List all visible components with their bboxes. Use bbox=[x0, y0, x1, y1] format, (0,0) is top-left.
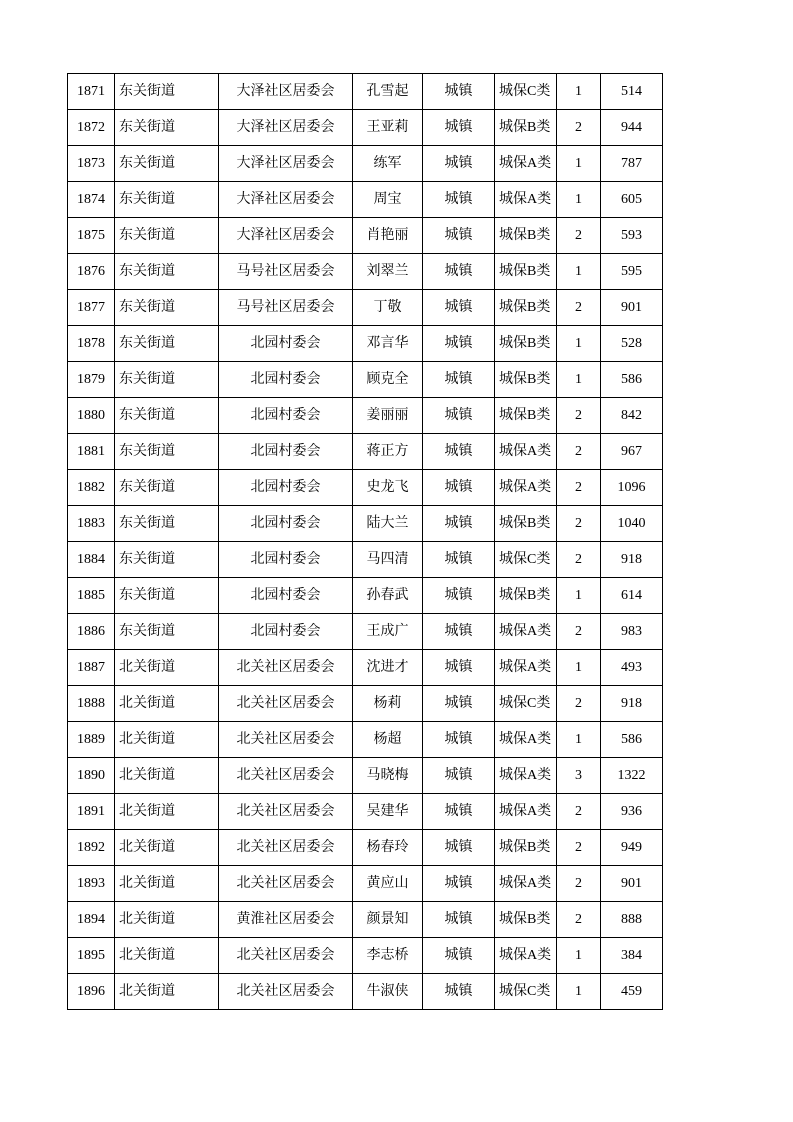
count-cell: 2 bbox=[557, 398, 601, 434]
area-type-cell: 城镇 bbox=[423, 182, 495, 218]
row-number-cell: 1888 bbox=[68, 686, 115, 722]
insurance-category-cell: 城保B类 bbox=[495, 578, 557, 614]
area-type-cell: 城镇 bbox=[423, 686, 495, 722]
area-type-cell: 城镇 bbox=[423, 362, 495, 398]
row-number-cell: 1890 bbox=[68, 758, 115, 794]
insurance-category-cell: 城保B类 bbox=[495, 902, 557, 938]
row-number-cell: 1893 bbox=[68, 866, 115, 902]
table-row bbox=[68, 362, 663, 398]
count-cell: 2 bbox=[557, 830, 601, 866]
name-cell: 杨莉 bbox=[353, 686, 423, 722]
amount-cell: 901 bbox=[601, 866, 663, 902]
count-cell: 2 bbox=[557, 218, 601, 254]
insurance-category-cell: 城保B类 bbox=[495, 110, 557, 146]
row-number-cell: 1887 bbox=[68, 650, 115, 686]
amount-cell: 459 bbox=[601, 974, 663, 1010]
insurance-category-cell: 城保A类 bbox=[495, 146, 557, 182]
amount-cell: 918 bbox=[601, 686, 663, 722]
insurance-category-cell: 城保B类 bbox=[495, 830, 557, 866]
table-row bbox=[68, 146, 663, 182]
street-cell: 北关街道 bbox=[115, 830, 219, 866]
street-cell: 北关街道 bbox=[115, 722, 219, 758]
street-cell: 东关街道 bbox=[115, 614, 219, 650]
street-cell: 东关街道 bbox=[115, 470, 219, 506]
area-type-cell: 城镇 bbox=[423, 830, 495, 866]
insurance-category-cell: 城保B类 bbox=[495, 290, 557, 326]
insurance-category-cell: 城保A类 bbox=[495, 722, 557, 758]
insurance-category-cell: 城保C类 bbox=[495, 542, 557, 578]
table-row bbox=[68, 254, 663, 290]
row-number-cell: 1871 bbox=[68, 74, 115, 110]
amount-cell: 918 bbox=[601, 542, 663, 578]
area-type-cell: 城镇 bbox=[423, 578, 495, 614]
street-cell: 北关街道 bbox=[115, 938, 219, 974]
amount-cell: 1096 bbox=[601, 470, 663, 506]
count-cell: 2 bbox=[557, 794, 601, 830]
table-row bbox=[68, 326, 663, 362]
amount-cell: 787 bbox=[601, 146, 663, 182]
insurance-category-cell: 城保A类 bbox=[495, 434, 557, 470]
table-body bbox=[68, 74, 663, 1010]
count-cell: 1 bbox=[557, 722, 601, 758]
count-cell: 3 bbox=[557, 758, 601, 794]
amount-cell: 528 bbox=[601, 326, 663, 362]
name-cell: 牛淑侠 bbox=[353, 974, 423, 1010]
street-cell: 北关街道 bbox=[115, 866, 219, 902]
count-cell: 2 bbox=[557, 866, 601, 902]
community-cell: 大泽社区居委会 bbox=[219, 74, 353, 110]
community-cell: 马号社区居委会 bbox=[219, 254, 353, 290]
name-cell: 邓言华 bbox=[353, 326, 423, 362]
name-cell: 杨春玲 bbox=[353, 830, 423, 866]
row-number-cell: 1882 bbox=[68, 470, 115, 506]
amount-cell: 493 bbox=[601, 650, 663, 686]
name-cell: 陆大兰 bbox=[353, 506, 423, 542]
count-cell: 2 bbox=[557, 686, 601, 722]
table-row bbox=[68, 290, 663, 326]
name-cell: 孙春武 bbox=[353, 578, 423, 614]
count-cell: 2 bbox=[557, 614, 601, 650]
table-row bbox=[68, 866, 663, 902]
community-cell: 北园村委会 bbox=[219, 614, 353, 650]
amount-cell: 605 bbox=[601, 182, 663, 218]
table-row bbox=[68, 506, 663, 542]
community-cell: 北园村委会 bbox=[219, 326, 353, 362]
name-cell: 马晓梅 bbox=[353, 758, 423, 794]
row-number-cell: 1877 bbox=[68, 290, 115, 326]
community-cell: 北关社区居委会 bbox=[219, 722, 353, 758]
table-row bbox=[68, 722, 663, 758]
area-type-cell: 城镇 bbox=[423, 902, 495, 938]
amount-cell: 514 bbox=[601, 74, 663, 110]
insurance-category-cell: 城保C类 bbox=[495, 686, 557, 722]
count-cell: 2 bbox=[557, 470, 601, 506]
insurance-category-cell: 城保C类 bbox=[495, 74, 557, 110]
insurance-category-cell: 城保B类 bbox=[495, 506, 557, 542]
name-cell: 沈进才 bbox=[353, 650, 423, 686]
community-cell: 大泽社区居委会 bbox=[219, 146, 353, 182]
data-table bbox=[67, 73, 663, 1010]
table-row bbox=[68, 686, 663, 722]
street-cell: 东关街道 bbox=[115, 218, 219, 254]
name-cell: 马四清 bbox=[353, 542, 423, 578]
area-type-cell: 城镇 bbox=[423, 146, 495, 182]
street-cell: 北关街道 bbox=[115, 686, 219, 722]
row-number-cell: 1884 bbox=[68, 542, 115, 578]
name-cell: 杨超 bbox=[353, 722, 423, 758]
area-type-cell: 城镇 bbox=[423, 866, 495, 902]
area-type-cell: 城镇 bbox=[423, 110, 495, 146]
area-type-cell: 城镇 bbox=[423, 794, 495, 830]
community-cell: 北园村委会 bbox=[219, 542, 353, 578]
amount-cell: 1322 bbox=[601, 758, 663, 794]
row-number-cell: 1889 bbox=[68, 722, 115, 758]
amount-cell: 1040 bbox=[601, 506, 663, 542]
row-number-cell: 1881 bbox=[68, 434, 115, 470]
area-type-cell: 城镇 bbox=[423, 218, 495, 254]
street-cell: 东关街道 bbox=[115, 146, 219, 182]
table-row bbox=[68, 74, 663, 110]
name-cell: 肖艳丽 bbox=[353, 218, 423, 254]
name-cell: 刘翠兰 bbox=[353, 254, 423, 290]
count-cell: 2 bbox=[557, 434, 601, 470]
table-row bbox=[68, 470, 663, 506]
area-type-cell: 城镇 bbox=[423, 650, 495, 686]
table-row bbox=[68, 542, 663, 578]
area-type-cell: 城镇 bbox=[423, 254, 495, 290]
table-row bbox=[68, 182, 663, 218]
area-type-cell: 城镇 bbox=[423, 722, 495, 758]
community-cell: 北园村委会 bbox=[219, 578, 353, 614]
amount-cell: 949 bbox=[601, 830, 663, 866]
row-number-cell: 1885 bbox=[68, 578, 115, 614]
insurance-category-cell: 城保A类 bbox=[495, 794, 557, 830]
insurance-category-cell: 城保B类 bbox=[495, 398, 557, 434]
street-cell: 东关街道 bbox=[115, 74, 219, 110]
table-row bbox=[68, 902, 663, 938]
table-row bbox=[68, 650, 663, 686]
community-cell: 大泽社区居委会 bbox=[219, 218, 353, 254]
table-row bbox=[68, 218, 663, 254]
count-cell: 1 bbox=[557, 326, 601, 362]
amount-cell: 983 bbox=[601, 614, 663, 650]
row-number-cell: 1880 bbox=[68, 398, 115, 434]
street-cell: 东关街道 bbox=[115, 506, 219, 542]
table-row bbox=[68, 974, 663, 1010]
area-type-cell: 城镇 bbox=[423, 614, 495, 650]
row-number-cell: 1886 bbox=[68, 614, 115, 650]
area-type-cell: 城镇 bbox=[423, 938, 495, 974]
name-cell: 姜丽丽 bbox=[353, 398, 423, 434]
insurance-category-cell: 城保A类 bbox=[495, 938, 557, 974]
name-cell: 练军 bbox=[353, 146, 423, 182]
community-cell: 大泽社区居委会 bbox=[219, 182, 353, 218]
row-number-cell: 1883 bbox=[68, 506, 115, 542]
row-number-cell: 1892 bbox=[68, 830, 115, 866]
count-cell: 2 bbox=[557, 542, 601, 578]
insurance-category-cell: 城保C类 bbox=[495, 974, 557, 1010]
row-number-cell: 1874 bbox=[68, 182, 115, 218]
insurance-category-cell: 城保A类 bbox=[495, 866, 557, 902]
row-number-cell: 1894 bbox=[68, 902, 115, 938]
street-cell: 东关街道 bbox=[115, 362, 219, 398]
row-number-cell: 1891 bbox=[68, 794, 115, 830]
name-cell: 黄应山 bbox=[353, 866, 423, 902]
table-row bbox=[68, 938, 663, 974]
area-type-cell: 城镇 bbox=[423, 470, 495, 506]
community-cell: 北园村委会 bbox=[219, 398, 353, 434]
street-cell: 东关街道 bbox=[115, 254, 219, 290]
street-cell: 北关街道 bbox=[115, 758, 219, 794]
community-cell: 北关社区居委会 bbox=[219, 794, 353, 830]
amount-cell: 842 bbox=[601, 398, 663, 434]
amount-cell: 586 bbox=[601, 362, 663, 398]
count-cell: 1 bbox=[557, 254, 601, 290]
name-cell: 吴建华 bbox=[353, 794, 423, 830]
insurance-category-cell: 城保B类 bbox=[495, 218, 557, 254]
community-cell: 北园村委会 bbox=[219, 362, 353, 398]
street-cell: 东关街道 bbox=[115, 542, 219, 578]
row-number-cell: 1873 bbox=[68, 146, 115, 182]
community-cell: 北关社区居委会 bbox=[219, 830, 353, 866]
amount-cell: 936 bbox=[601, 794, 663, 830]
insurance-category-cell: 城保A类 bbox=[495, 650, 557, 686]
community-cell: 马号社区居委会 bbox=[219, 290, 353, 326]
community-cell: 北园村委会 bbox=[219, 506, 353, 542]
area-type-cell: 城镇 bbox=[423, 974, 495, 1010]
count-cell: 1 bbox=[557, 146, 601, 182]
count-cell: 1 bbox=[557, 974, 601, 1010]
insurance-category-cell: 城保B类 bbox=[495, 326, 557, 362]
area-type-cell: 城镇 bbox=[423, 290, 495, 326]
count-cell: 1 bbox=[557, 362, 601, 398]
street-cell: 东关街道 bbox=[115, 578, 219, 614]
name-cell: 顾克全 bbox=[353, 362, 423, 398]
community-cell: 北关社区居委会 bbox=[219, 758, 353, 794]
name-cell: 孔雪起 bbox=[353, 74, 423, 110]
count-cell: 1 bbox=[557, 182, 601, 218]
insurance-category-cell: 城保A类 bbox=[495, 758, 557, 794]
row-number-cell: 1879 bbox=[68, 362, 115, 398]
amount-cell: 944 bbox=[601, 110, 663, 146]
community-cell: 北关社区居委会 bbox=[219, 650, 353, 686]
area-type-cell: 城镇 bbox=[423, 326, 495, 362]
row-number-cell: 1876 bbox=[68, 254, 115, 290]
name-cell: 史龙飞 bbox=[353, 470, 423, 506]
insurance-category-cell: 城保A类 bbox=[495, 182, 557, 218]
area-type-cell: 城镇 bbox=[423, 542, 495, 578]
count-cell: 1 bbox=[557, 938, 601, 974]
table-row bbox=[68, 830, 663, 866]
insurance-category-cell: 城保A类 bbox=[495, 470, 557, 506]
street-cell: 东关街道 bbox=[115, 290, 219, 326]
street-cell: 东关街道 bbox=[115, 434, 219, 470]
community-cell: 大泽社区居委会 bbox=[219, 110, 353, 146]
community-cell: 北关社区居委会 bbox=[219, 866, 353, 902]
amount-cell: 888 bbox=[601, 902, 663, 938]
count-cell: 1 bbox=[557, 578, 601, 614]
name-cell: 王成广 bbox=[353, 614, 423, 650]
street-cell: 北关街道 bbox=[115, 902, 219, 938]
amount-cell: 967 bbox=[601, 434, 663, 470]
street-cell: 东关街道 bbox=[115, 398, 219, 434]
amount-cell: 595 bbox=[601, 254, 663, 290]
row-number-cell: 1875 bbox=[68, 218, 115, 254]
count-cell: 1 bbox=[557, 74, 601, 110]
row-number-cell: 1872 bbox=[68, 110, 115, 146]
street-cell: 东关街道 bbox=[115, 326, 219, 362]
table-row bbox=[68, 794, 663, 830]
table-row bbox=[68, 758, 663, 794]
community-cell: 北关社区居委会 bbox=[219, 938, 353, 974]
table-row bbox=[68, 578, 663, 614]
count-cell: 2 bbox=[557, 902, 601, 938]
amount-cell: 614 bbox=[601, 578, 663, 614]
count-cell: 2 bbox=[557, 290, 601, 326]
name-cell: 颜景知 bbox=[353, 902, 423, 938]
name-cell: 李志桥 bbox=[353, 938, 423, 974]
table-row bbox=[68, 398, 663, 434]
area-type-cell: 城镇 bbox=[423, 398, 495, 434]
count-cell: 1 bbox=[557, 650, 601, 686]
community-cell: 北园村委会 bbox=[219, 434, 353, 470]
street-cell: 北关街道 bbox=[115, 650, 219, 686]
name-cell: 王亚莉 bbox=[353, 110, 423, 146]
area-type-cell: 城镇 bbox=[423, 434, 495, 470]
table-row bbox=[68, 434, 663, 470]
street-cell: 北关街道 bbox=[115, 974, 219, 1010]
row-number-cell: 1895 bbox=[68, 938, 115, 974]
table-row bbox=[68, 614, 663, 650]
street-cell: 东关街道 bbox=[115, 182, 219, 218]
row-number-cell: 1896 bbox=[68, 974, 115, 1010]
street-cell: 东关街道 bbox=[115, 110, 219, 146]
community-cell: 北关社区居委会 bbox=[219, 974, 353, 1010]
insurance-category-cell: 城保A类 bbox=[495, 614, 557, 650]
count-cell: 2 bbox=[557, 506, 601, 542]
table-row bbox=[68, 110, 663, 146]
row-number-cell: 1878 bbox=[68, 326, 115, 362]
name-cell: 蒋正方 bbox=[353, 434, 423, 470]
community-cell: 北关社区居委会 bbox=[219, 686, 353, 722]
street-cell: 北关街道 bbox=[115, 794, 219, 830]
amount-cell: 901 bbox=[601, 290, 663, 326]
name-cell: 丁敬 bbox=[353, 290, 423, 326]
amount-cell: 384 bbox=[601, 938, 663, 974]
insurance-category-cell: 城保B类 bbox=[495, 254, 557, 290]
amount-cell: 586 bbox=[601, 722, 663, 758]
amount-cell: 593 bbox=[601, 218, 663, 254]
community-cell: 北园村委会 bbox=[219, 470, 353, 506]
area-type-cell: 城镇 bbox=[423, 74, 495, 110]
count-cell: 2 bbox=[557, 110, 601, 146]
community-cell: 黄淮社区居委会 bbox=[219, 902, 353, 938]
insurance-category-cell: 城保B类 bbox=[495, 362, 557, 398]
area-type-cell: 城镇 bbox=[423, 758, 495, 794]
name-cell: 周宝 bbox=[353, 182, 423, 218]
area-type-cell: 城镇 bbox=[423, 506, 495, 542]
